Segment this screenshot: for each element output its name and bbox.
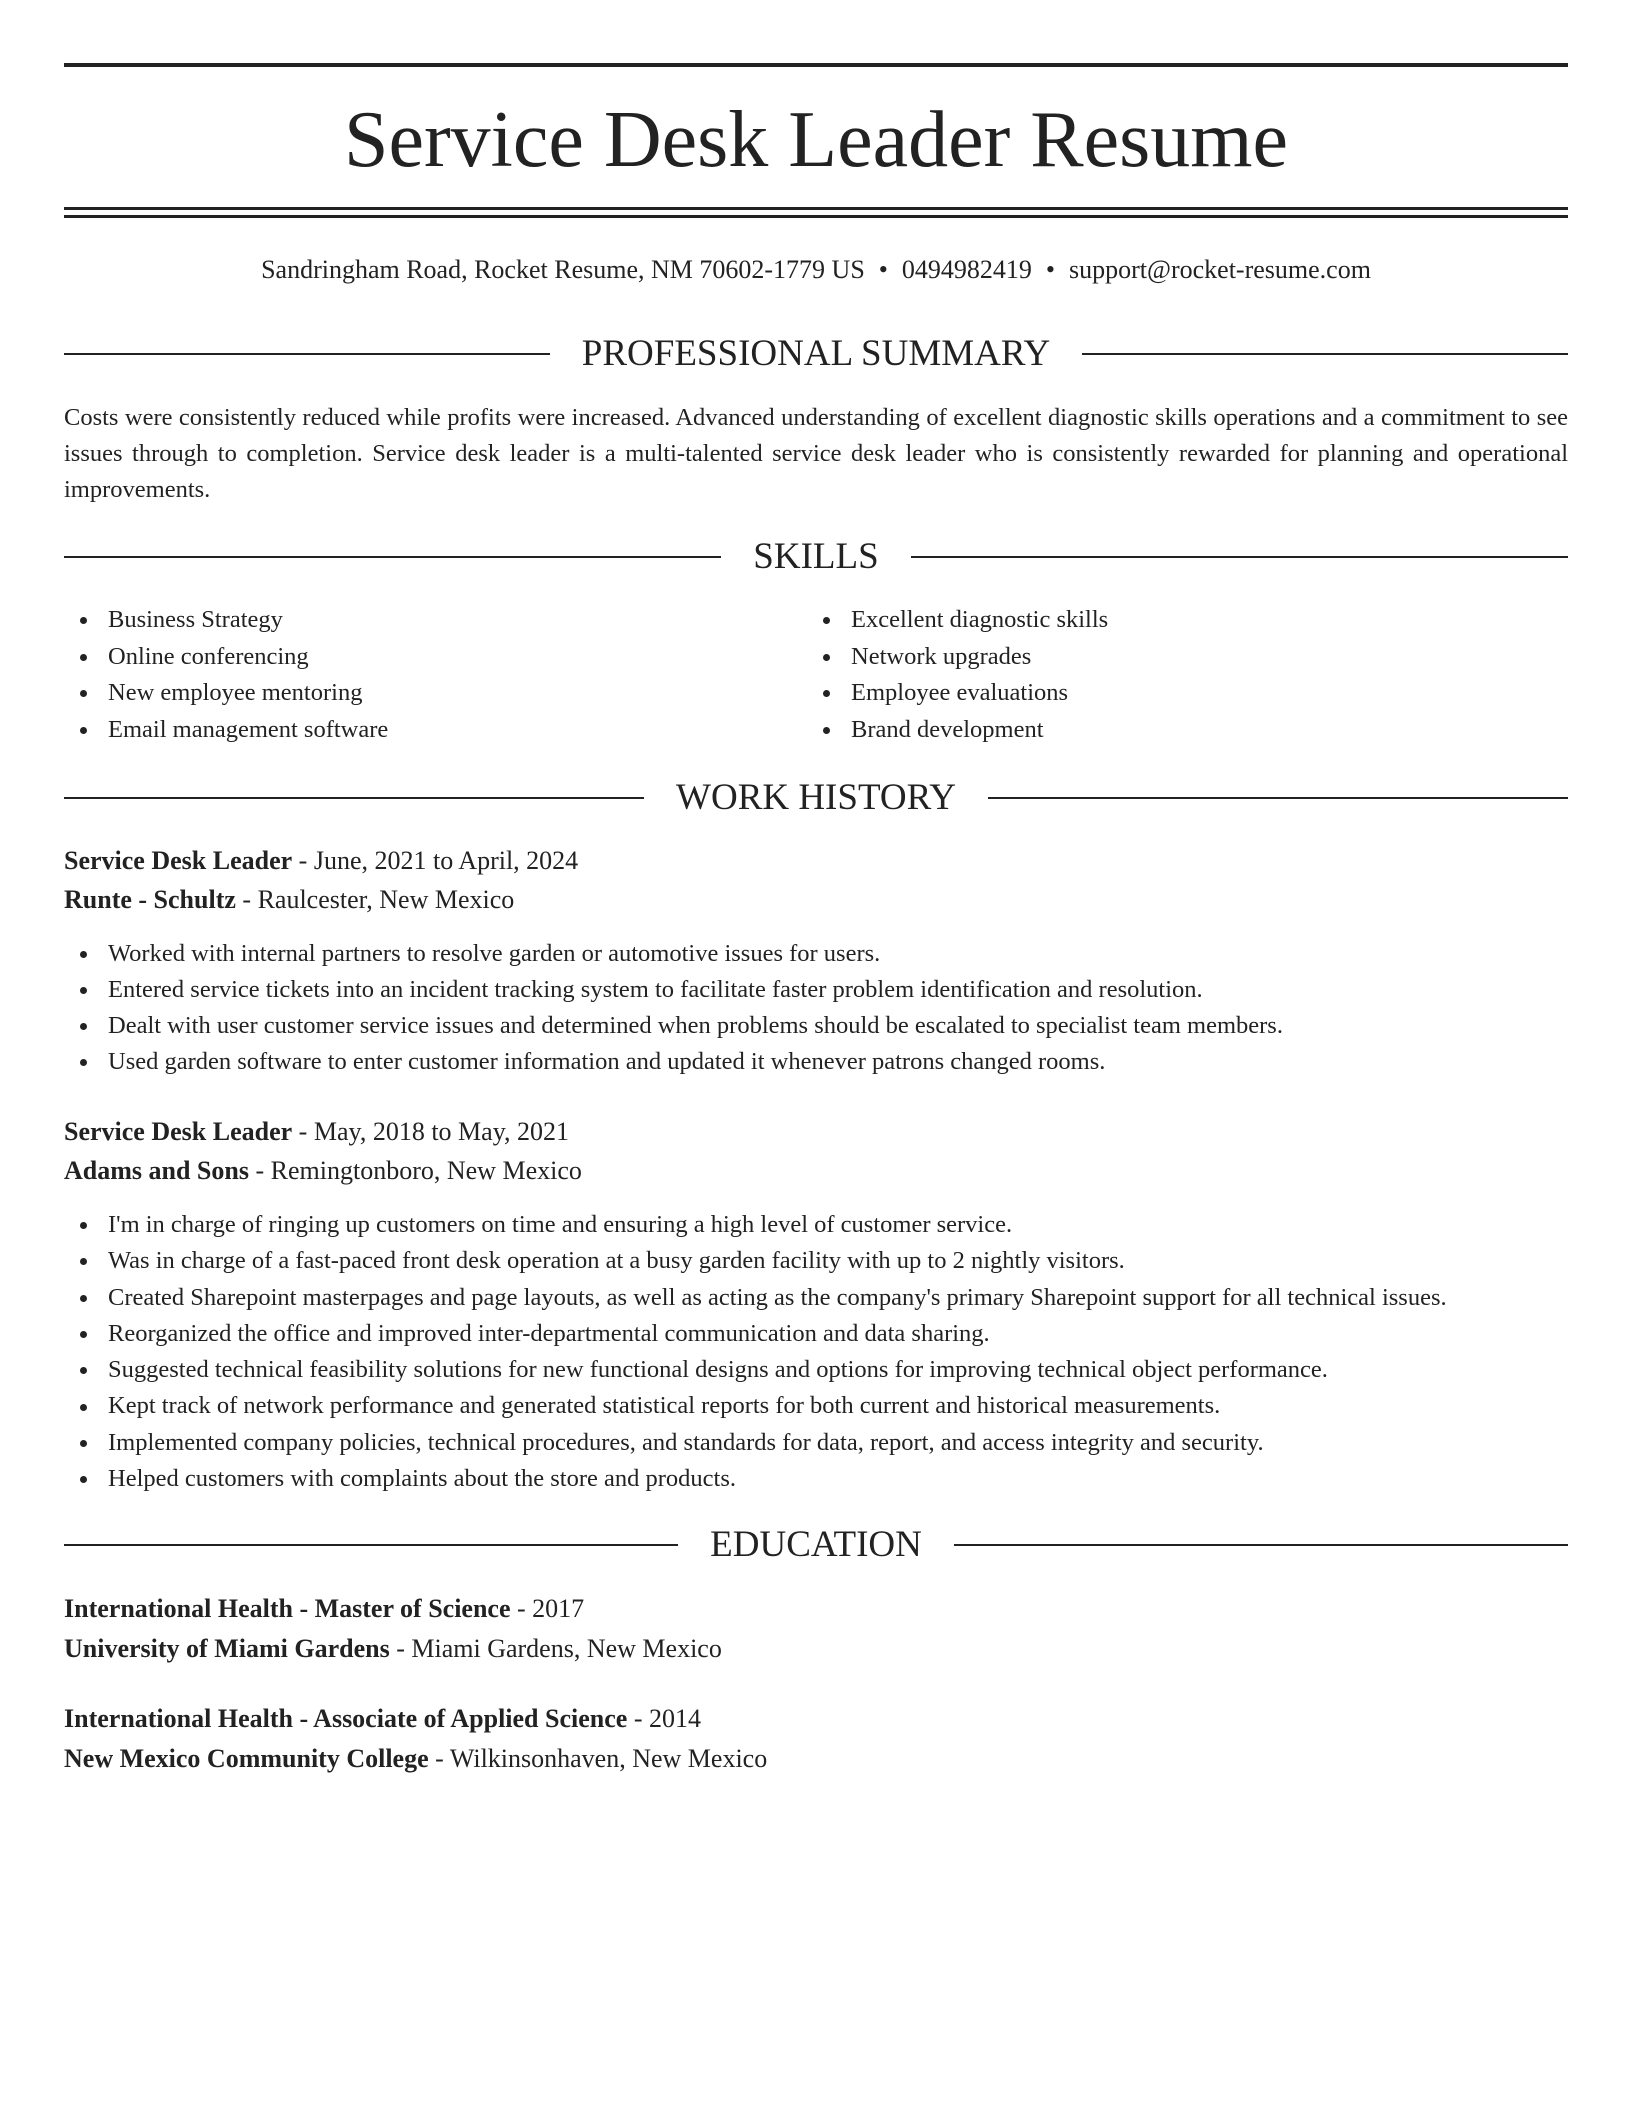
- dash: -: [428, 1744, 450, 1773]
- education-school-line: [64, 1631, 722, 1667]
- job-title-line: [64, 1114, 569, 1150]
- heading-rule-left: [64, 556, 721, 558]
- job-bullet: I'm in charge of ringing up customers on time and ensuring a high level of customer service.: [64, 1207, 1447, 1243]
- job-bullet: Dealt with user customer service issues and determined when problems should be escalated to specialist team members.: [64, 1008, 1283, 1044]
- job-title: Service Desk Leader: [64, 846, 293, 875]
- education-degree-line: [64, 1591, 584, 1627]
- job-bullet: Created Sharepoint masterpages and page layouts, as well as acting as the company's primary Sharepoint support for all technical issues.: [64, 1280, 1447, 1316]
- contact-line: [64, 252, 1568, 288]
- skill-item: Email management software: [64, 712, 388, 749]
- job-bullet: Kept track of network performance and generated statistical reports for both current and historical measurements.: [64, 1388, 1447, 1424]
- job-dates: May, 2018 to May, 2021: [313, 1117, 570, 1146]
- job-bullet: Implemented company policies, technical procedures, and standards for data, report, and access integrity and security.: [64, 1425, 1447, 1461]
- education-degree: International Health - Associate of Applied Science: [64, 1704, 628, 1733]
- education-school: University of Miami Gardens: [64, 1634, 390, 1663]
- summary-text: Costs were consistently reduced while profits were increased. Advanced understanding of excellent diagnostic skills operations and a commitment to see issues through to completion. Service desk leader is a multi-talented service desk leader who is consistently rewarded for planning and operational improvements.: [64, 404, 1568, 503]
- heading-rule-right: [1082, 353, 1568, 355]
- education-location: Miami Gardens, New Mexico: [411, 1634, 722, 1663]
- job-company-line: [64, 1153, 582, 1189]
- contact-email: support@rocket-resume.com: [1069, 255, 1371, 284]
- education-school: New Mexico Community College: [64, 1744, 429, 1773]
- contact-separator: •: [878, 255, 888, 284]
- job-title-line: [64, 843, 578, 879]
- job-title: Service Desk Leader: [64, 1117, 293, 1146]
- job-bullet: Used garden software to enter customer information and updated it whenever patrons changed rooms.: [64, 1044, 1283, 1080]
- job-bullet: Worked with internal partners to resolve garden or automotive issues for users.: [64, 936, 1283, 972]
- dash: -: [292, 1117, 314, 1146]
- summary-heading-label: PROFESSIONAL SUMMARY: [581, 333, 1051, 374]
- skill-item: Brand development: [807, 712, 1108, 749]
- heading-rule-left: [64, 797, 644, 799]
- contact-address: Sandringham Road, Rocket Resume, NM 70602-1779 US: [261, 255, 865, 284]
- contact-separator: •: [1045, 255, 1056, 284]
- dash: -: [510, 1594, 533, 1623]
- education-degree: International Health - Master of Science: [64, 1594, 511, 1623]
- job-company-line: [64, 882, 514, 918]
- job-bullets: [64, 936, 1283, 1080]
- skill-item: Employee evaluations: [807, 675, 1108, 712]
- work-heading: [64, 776, 1568, 820]
- job-company: Runte - Schultz: [64, 885, 236, 914]
- education-location: Wilkinsonhaven, New Mexico: [449, 1744, 768, 1773]
- skill-item: Excellent diagnostic skills: [807, 602, 1108, 639]
- skill-item: Online conferencing: [64, 639, 388, 676]
- job-bullet: Entered service tickets into an incident tracking system to facilitate faster problem identification and resolution.: [64, 972, 1283, 1008]
- heading-rule-right: [911, 556, 1568, 558]
- skills-list-left: [64, 602, 388, 748]
- skills-heading-label: SKILLS: [753, 536, 879, 577]
- page-title: Service Desk Leader Resume: [343, 96, 1289, 184]
- heading-rule-right: [988, 797, 1568, 799]
- skills-list-right: [807, 602, 1108, 748]
- header-double-rule-bottom: [64, 215, 1568, 218]
- header-top-rule: [64, 63, 1568, 67]
- job-bullet: Suggested technical feasibility solutions for new functional designs and options for improving technical object performance.: [64, 1352, 1447, 1388]
- skill-item: Network upgrades: [807, 639, 1108, 676]
- dash: -: [235, 885, 258, 914]
- dash: -: [248, 1156, 271, 1185]
- education-heading: [64, 1523, 1568, 1567]
- education-degree-line: [64, 1701, 701, 1737]
- skill-item: Business Strategy: [64, 602, 388, 639]
- heading-rule-left: [64, 353, 550, 355]
- job-location: Raulcester, New Mexico: [257, 885, 515, 914]
- dash: -: [292, 846, 314, 875]
- education-school-line: [64, 1741, 767, 1777]
- education-year: 2014: [649, 1704, 701, 1733]
- skills-heading: [64, 535, 1568, 579]
- dash: -: [389, 1634, 412, 1663]
- work-heading-label: WORK HISTORY: [676, 777, 956, 818]
- header-double-rule-top: [64, 207, 1568, 210]
- dash: -: [627, 1704, 649, 1733]
- job-bullet: Was in charge of a fast-paced front desk operation at a busy garden facility with up to 2 nightly visitors.: [64, 1243, 1447, 1279]
- job-bullet: Helped customers with complaints about the store and products.: [64, 1461, 1447, 1497]
- job-bullets: [64, 1207, 1447, 1497]
- job-location: Remingtonboro, New Mexico: [270, 1156, 582, 1185]
- education-year: 2017: [532, 1594, 585, 1623]
- skill-item: New employee mentoring: [64, 675, 388, 712]
- job-bullet: Reorganized the office and improved inter-departmental communication and data sharing.: [64, 1316, 1447, 1352]
- job-dates: June, 2021 to April, 2024: [313, 846, 579, 875]
- education-heading-label: EDUCATION: [710, 1524, 922, 1565]
- job-company: Adams and Sons: [64, 1156, 249, 1185]
- contact-phone: 0494982419: [901, 255, 1032, 284]
- heading-rule-right: [954, 1544, 1568, 1546]
- summary-heading: [64, 332, 1568, 376]
- heading-rule-left: [64, 1544, 678, 1546]
